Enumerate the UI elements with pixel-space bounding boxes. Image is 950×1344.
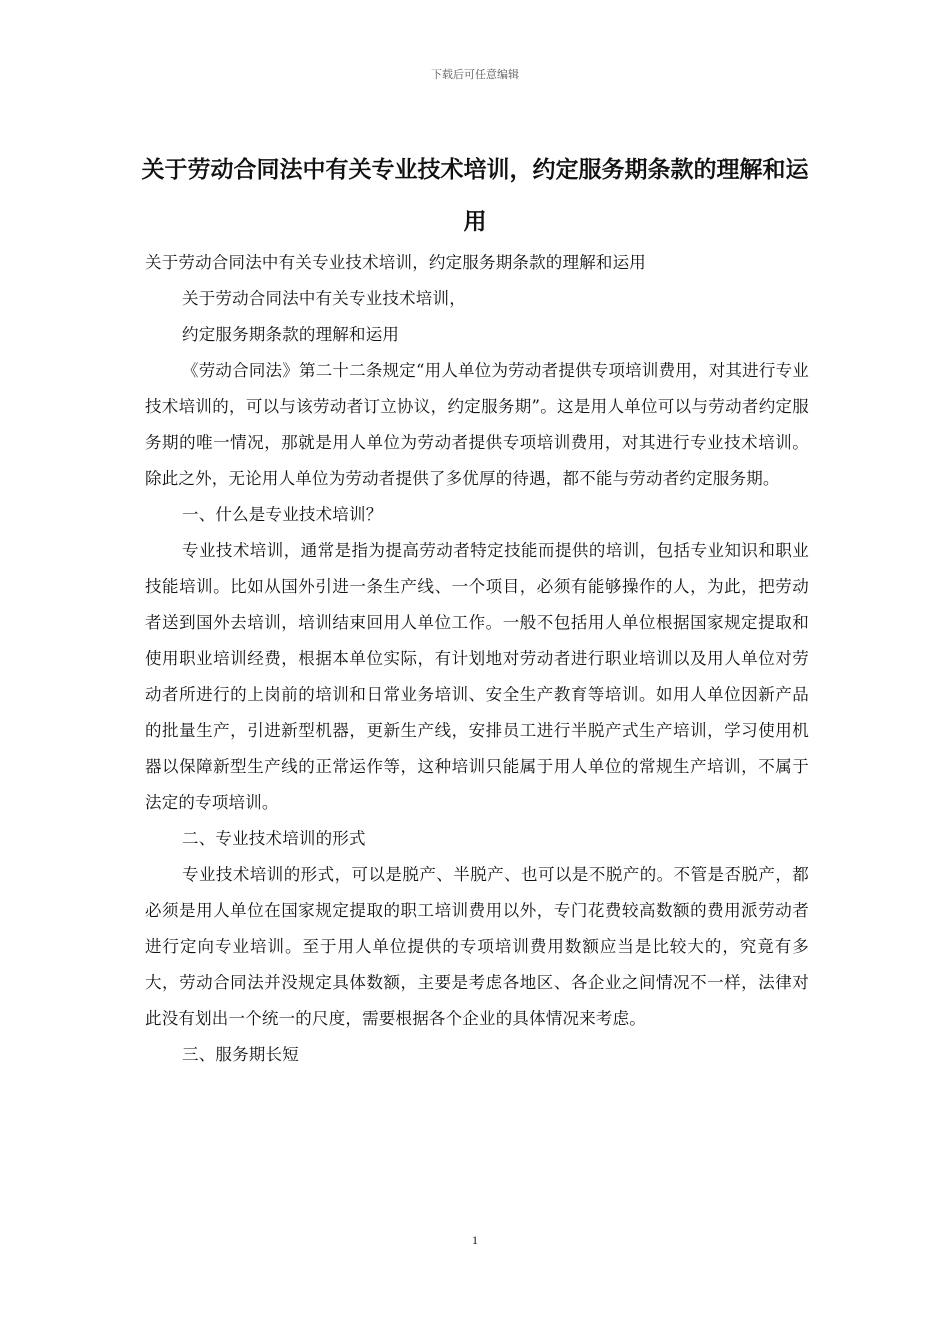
section-heading-3: 三、服务期长短 (182, 1045, 299, 1064)
paragraph-subtitle-line-1: 关于劳动合同法中有关专业技术培训， (182, 289, 466, 308)
page-number: 1 (472, 1233, 478, 1247)
paragraph-intro: 《劳动合同法》第二十二条规定“用人单位为劳动者提供专项培训费用，对其进行专业技术培训的，可以与该劳动者订立协议，约定服务期”。这是用人单位可以与劳动者约定服务期的唯一情况，那就是用人单位为劳动者提供专项培训费用，对其进行专业技术培训。除此之外，无论用人单位为劳动者提供了多优厚的待遇，都不能与劳动者约定服务期。 (145, 361, 809, 488)
paragraph-repeated-title: 关于劳动合同法中有关专业技术培训，约定服务期条款的理解和运用 (145, 253, 646, 272)
section-heading-2: 二、专业技术培训的形式 (182, 829, 366, 848)
document-body (145, 245, 809, 1073)
paragraph-section-1: 专业技术培训，通常是指为提高劳动者特定技能而提供的培训，包括专业知识和职业技能培训。比如从国外引进一条生产线、一个项目，必须有能够操作的人，为此，把劳动者送到国外去培训，培训结束回用人单位工作。一般不包括用人单位根据国家规定提取和使用职业培训经费，根据本单位实际，有计划地对劳动者进行职业培训以及用人单位对劳动者所进行的上岗前的培训和日常业务培训、安全生产教育等培训。如用人单位因新产品的批量生产，引进新型机器，更新生产线，安排员工进行半脱产式生产培训，学习使用机器以保障新型生产线的正常运作等，这种培训只能属于用人单位的常规生产培训，不属于法定的专项培训。 (145, 541, 809, 812)
paragraph-section-2: 专业技术培训的形式，可以是脱产、半脱产、也可以是不脱产的。不管是否脱产，都必须是用人单位在国家规定提取的职工培训费用以外，专门花费较高数额的费用派劳动者进行定向专业培训。至于用人单位提供的专项培训费用数额应当是比较大的，究竟有多大，劳动合同法并没规定具体数额，主要是考虑各地区、各企业之间情况不一样，法律对此没有划出一个统一的尺度，需要根据各个企业的具体情况来考虑。 (145, 865, 809, 1028)
paragraph-subtitle-line-2: 约定服务期条款的理解和运用 (182, 325, 400, 344)
page-header-note: 下载后可任意编辑 (431, 68, 519, 81)
document-title: 关于劳动合同法中有关专业技术培训，约定服务期条款的理解和运用 (141, 157, 809, 235)
section-heading-1: 一、什么是专业技术培训？ (182, 505, 383, 524)
